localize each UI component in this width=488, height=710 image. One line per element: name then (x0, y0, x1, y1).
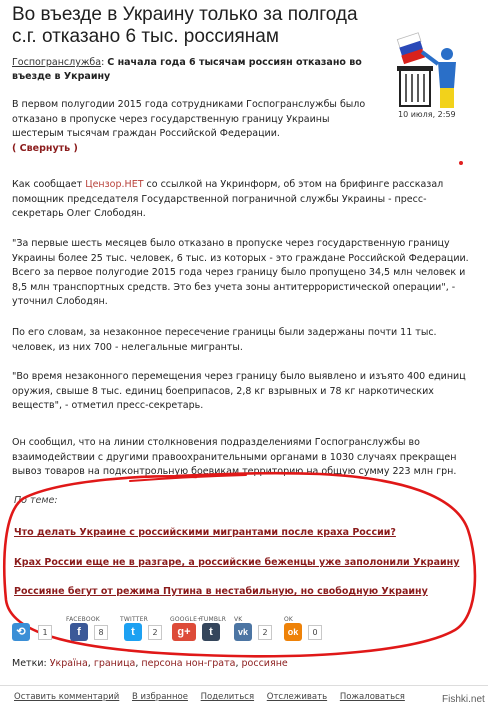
vk-icon[interactable]: vk (234, 623, 252, 641)
favorite-link[interactable]: В избранное (131, 692, 188, 702)
watermark: Fishki.net (442, 694, 485, 705)
paragraph-3: По его словам, за незаконное пересечение границы были задержаны почти 11 тыс. человек, из них 700 - нелегальные мигранты. (12, 327, 437, 353)
lead-paragraph (12, 98, 384, 156)
footer-links (14, 692, 415, 702)
vk-count: 2 (258, 625, 272, 640)
share-count: 1 (38, 625, 52, 640)
flag-trash-logo-icon (392, 30, 464, 112)
related-topics-header: По теме: (14, 495, 58, 506)
report-link[interactable]: Пожаловаться (339, 692, 405, 702)
follow-link[interactable]: Отслеживать (266, 692, 328, 702)
censor-link[interactable]: Цензор.НЕТ (85, 179, 144, 190)
vk-label: VK (234, 616, 243, 623)
related-topic-link[interactable]: Россияне бегут от режима Путина в нестабильную, но свободную Украину (14, 586, 428, 597)
related-topic-link[interactable]: Крах России еще не в разгаре, а российские беженцы уже заполонили Украину (14, 557, 460, 568)
share-bar (12, 616, 342, 645)
comment-link[interactable]: Оставить комментарий (14, 692, 120, 702)
facebook-icon[interactable]: f (70, 623, 88, 641)
related-topic-link[interactable]: Что делать Украине с российскими мигрантами после краха России? (14, 527, 396, 538)
ok-label: OK (284, 616, 294, 623)
tag-link[interactable]: граница (93, 658, 136, 669)
ok-icon[interactable]: ok (284, 623, 302, 641)
twitter-count: 2 (148, 625, 162, 640)
red-dot (459, 161, 463, 165)
source-link[interactable]: Госпогранслужба (12, 57, 102, 68)
twitter-label: TWITTER (120, 616, 148, 623)
tags-label: Метки: (12, 658, 47, 669)
paragraph-4: "Во время незаконного перемещения через границу было выявлено и изъято 400 единиц оружия, свыше 8 тыс. единиц боеприпасов, 2,8 кг взрывных и 78 кг наркотических веществ", - отметил пресс-секретарь. (12, 371, 466, 411)
paragraph-1: Как сообщает Цензор.НЕТ со ссылкой на Укринформ, об этом на брифинге рассказал помощник председателя Государственной пограничной службы Украины - пресс-секретарь Олег Слободян. (12, 179, 444, 219)
facebook-label: FACEBOOK (66, 616, 100, 623)
tag-link[interactable]: Україна (49, 658, 88, 669)
twitter-icon[interactable]: t (124, 623, 142, 641)
facebook-count: 8 (94, 625, 108, 640)
footer-divider (0, 685, 488, 686)
tags-row: Метки: Україна, граница, персона нон-грата, россияне (12, 658, 288, 669)
paragraph-2: "За первые шесть месяцев было отказано в пропуске через государственную границу Украины более 25 тыс. человек, 6 тыс. из которых - это граждане Российской Федерации. Всего за первое полугодие 2015 года через границу было пропущено 34,5 млн человек и 8,5 млн транспортных средств. Это без учета зоны антитеррористической операции", - уточнил Слободян. (12, 238, 469, 307)
article-lead-line: Госпогранслужба: С начала года 6 тысячам россиян отказано во въезде в Украину (12, 57, 362, 82)
tag-link[interactable]: персона нон-грата (141, 658, 236, 669)
tumblr-label: TUMBLR (200, 616, 227, 623)
lead-text: В первом полугодии 2015 года сотрудниками Госпогранслужбы было отказано в пропуске через государственную границу Украины шестерым тысячам граждан Российской Федерации. (12, 99, 366, 139)
tumblr-icon[interactable]: t (202, 623, 220, 641)
article-date: 10 июля, 2:59 (398, 110, 456, 119)
paragraph-5: Он сообщил, что на линии столкновения подразделениями Госпогранслужбы во взаимодействии с другими правоохранительными органами в 1030 случаях прекращен вывоз товаров на подконтрольную боевикам территорию на общую сумму 223 млн грн. (12, 437, 457, 477)
collapse-link[interactable]: ( Свернуть ) (12, 142, 78, 154)
tag-link[interactable]: россияне (241, 658, 288, 669)
headline-lead: С начала года 6 тысячам россиян отказано во въезде в Украину (12, 57, 362, 82)
google-label: GOOGLE+ (170, 616, 203, 623)
share-link[interactable]: Поделиться (200, 692, 255, 702)
share-icon[interactable]: ⟲ (12, 623, 30, 641)
ok-count: 0 (308, 625, 322, 640)
article-title: Во въезде в Украину только за полгода с.г. отказано 6 тыс. россиянам (12, 4, 358, 47)
google-plus-icon[interactable]: g+ (172, 623, 196, 641)
